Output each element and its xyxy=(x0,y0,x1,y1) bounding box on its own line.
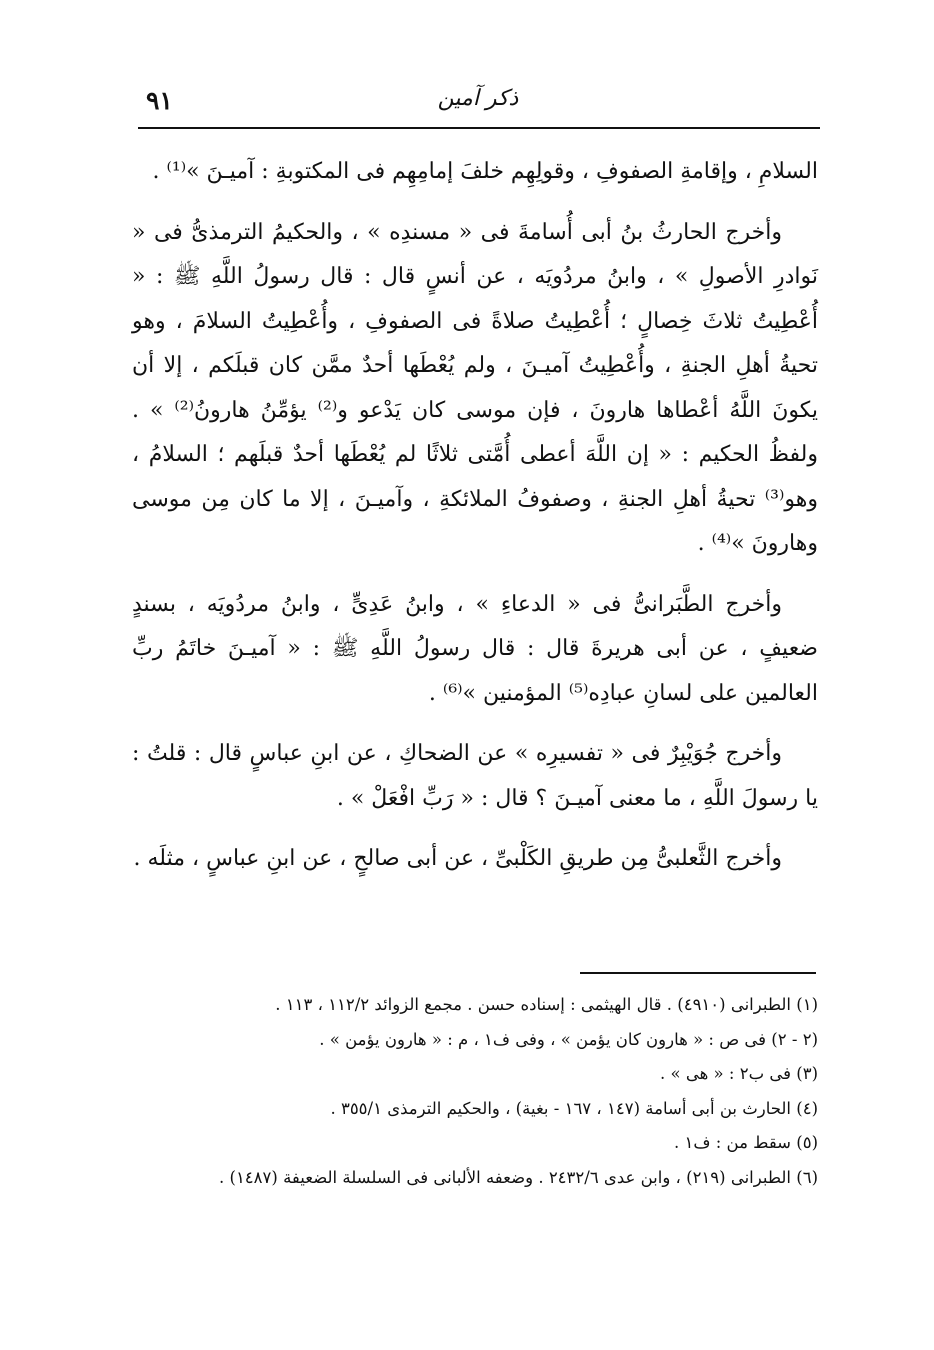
page-number: ٩١ xyxy=(146,86,173,115)
paragraph-harith-hadith: وأخرج الحارثُ بنُ أبى أُسامةَ فى « مسندِه » ، والحكيمُ الترمذىُّ فى « نَوادرِ الأصولِ » ، وابنُ مردُويَه ، عن أنسٍ قال : قال رسولُ اللَّهِ ﷺ : « أُعْطِيتُ ثلاثَ خِصالٍ ؛ أُعْطِيتُ صلاةً فى الصفوفِ ، وأُعْطِيتُ السلامَ ، وهو تحيةُ أهلِ الجنةِ ، وأُعْطِيتُ آميـنَ ، ولم يُعْطَها أحدٌ ممَّن كان قبلَكم ، إلا أن يكونَ اللَّهُ أعْطاها هارونَ ، فإن موسى كان يَدْعو و⁽²⁾ يؤمِّنُ هارونُ⁽²⁾ » . ولفظُ الحكيم : « إن اللَّهَ أعطى أُمَّتى ثلاثًا لم يُعْطَها أحدٌ قبلَهم ؛ السلامُ ، وهو⁽³⁾ تحيةُ أهلِ الجنةِ ، وصفوفُ الملائكةِ ، وآميـنَ ، إلا ما كان مِن موسى وهارونَ »⁽⁴⁾ . xyxy=(132,219,818,556)
running-head xyxy=(138,78,818,118)
footnote-2: (٢ - ٢) فى ص : « هارون كان يؤمن » ، وفى ف١ ، م : « هارون يؤمن » . xyxy=(319,1029,818,1049)
paragraph-tabarani-hadith: وأخرج الطَّبَرانىُّ فى « الدعاءِ » ، وابنُ عَدِىٍّ ، وابنُ مردُويَه ، بسندٍ ضعيفٍ ، عن أبى هريرةَ قال : قال رسولُ اللَّهِ ﷺ : « آميـنَ خاتَمُ ربِّ العالمين على لسانِ عبادِه⁽⁵⁾ المؤمنين »⁽⁶⁾ . xyxy=(132,591,818,706)
main-text xyxy=(132,150,818,882)
running-title: ذكر آمين xyxy=(437,86,519,111)
footnote-3: (٣) فى ب٢ : « هى » . xyxy=(660,1064,818,1083)
footnote-1: (١) الطبرانى (٤٩١٠) . قال الهيثمى : إسناده حسن . مجمع الزوائد ١١٢/٢ ، ١١٣ . xyxy=(275,995,818,1014)
paragraph-thalabi-hadith: وأخرج الثَّعلبىُّ مِن طريقِ الكَلْبىِّ ، عن أبى صالحٍ ، عن ابنِ عباسٍ ، مثلَه . xyxy=(133,846,782,871)
footnote-4: (٤) الحارث بن أبى أسامة (١٤٧ ، ١٦٧ - بغية) ، والحكيم الترمذى ٣٥٥/١ . xyxy=(330,1098,818,1118)
paragraph-juwaybir-hadith: وأخرج جُوَيْبِرٌ فى « تفسيرِه » عن الضحاكِ ، عن ابنِ عباسٍ قال : قلتُ : يا رسولَ اللَّهِ ، ما معنى آميـنَ ؟ قال : « رَبِّ افْعَلْ » . xyxy=(132,741,818,811)
footnotes xyxy=(150,988,818,1195)
footnote-5: (٥) سقط من : ف١ . xyxy=(674,1133,818,1152)
footnote-rule xyxy=(580,972,816,974)
paragraph-continuation: السلامِ ، وإقامةِ الصفوفِ ، وقولِهِم خلفَ إمامِهِم فى المكتوبةِ : آميـنَ »⁽¹⁾ . xyxy=(152,159,818,184)
header-rule xyxy=(138,127,820,129)
footnote-6: (٦) الطبرانى (٢١٩) ، وابن عدى ٢٤٣٢/٦ . وضعفه الألبانى فى السلسلة الضعيفة (١٤٨٧) . xyxy=(219,1167,818,1187)
